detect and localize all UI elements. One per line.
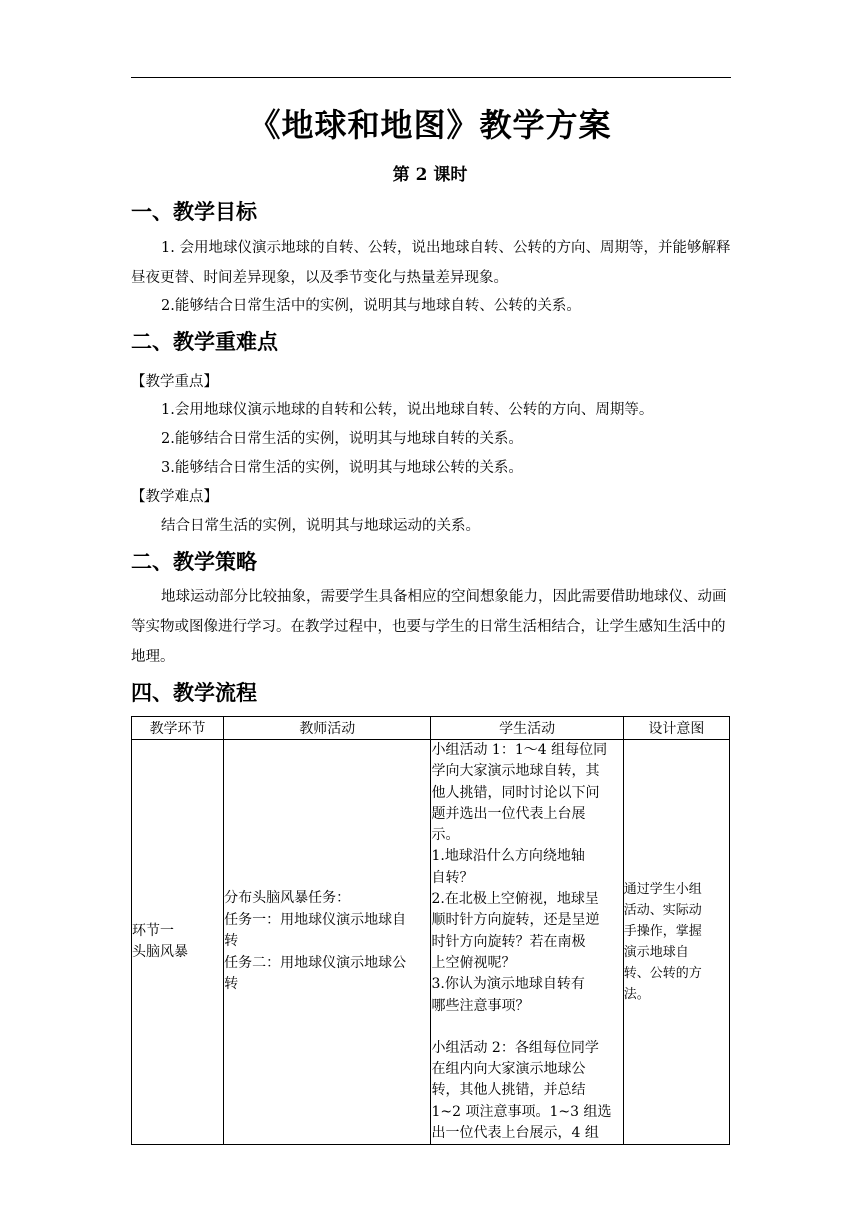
- intent-line: 演示地球自: [623, 945, 689, 961]
- teacher-activity-cell: [224, 740, 431, 1145]
- student-line: 上空俯视呢？: [431, 954, 516, 971]
- student-line: 2.在北极上空俯视，地球呈: [431, 891, 599, 908]
- intent-line: 转、公转的方: [623, 966, 702, 982]
- difficult-point-1: 结合日常生活的实例，说明其与地球运动的关系。: [161, 518, 480, 534]
- stage-cell: [132, 740, 224, 1145]
- teaching-process-table: [131, 716, 730, 1145]
- section-heading-key-points: 二、教学重难点: [131, 329, 278, 354]
- teacher-line: 转: [224, 933, 239, 950]
- section-heading-process: 四、教学流程: [131, 680, 257, 705]
- student-line: 顺时针方向旋转，还是呈逆: [431, 912, 600, 929]
- intent-line: 通过学生小组: [623, 882, 702, 898]
- student-line: 3.你认为演示地球自转有: [431, 976, 585, 993]
- student-line: 学向大家演示地球自转，其: [431, 763, 600, 780]
- intent-line: 法。: [623, 987, 650, 1003]
- objective-paragraph-1: 1. 会用地球仪演示地球的自转、公转，说出地球自转、公转的方向、周期等，并能够解释昼夜更替、时间差异现象，以及季节变化与热量差异现象。: [131, 240, 731, 286]
- key-point-3: 3.能够结合日常生活的实例，说明其与地球公转的关系。: [161, 460, 523, 476]
- key-point-1: 1.会用地球仪演示地球的自转和公转，说出地球自转、公转的方向、周期等。: [161, 402, 654, 418]
- table-row: [132, 740, 730, 1145]
- section-heading-strategy: 二、教学策略: [131, 549, 257, 574]
- key-point-2: 2.能够结合日常生活的实例，说明其与地球自转的关系。: [161, 431, 523, 447]
- document-title: 《地球和地图》教学方案: [248, 106, 612, 144]
- student-line: 出一位代表上台展示，4 组: [431, 1125, 599, 1142]
- intent-line: 手操作，掌握: [623, 924, 702, 940]
- teacher-line: 分布头脑风暴任务：: [224, 890, 351, 907]
- objective-paragraph-2: 2.能够结合日常生活中的实例，说明其与地球自转、公转的关系。: [161, 298, 581, 314]
- difficult-points-label: 【教学难点】: [131, 489, 218, 505]
- student-line: 在组内向大家演示地球公: [431, 1061, 586, 1078]
- lesson-number: 第 2 课时: [392, 165, 468, 185]
- blank-line: [431, 1017, 622, 1038]
- strategy-paragraph: 地球运动部分比较抽象，需要学生具备相应的空间想象能力，因此需要借助地球仪、动画等实物或图像进行学习。在教学过程中，也要与学生的日常生活相结合，让学生感知生活中的地理。: [131, 589, 727, 665]
- teacher-line: 任务二：用地球仪演示地球公: [224, 954, 407, 971]
- key-points-label: 【教学重点】: [131, 374, 218, 390]
- teacher-line: 任务一：用地球仪演示地球自: [224, 911, 407, 928]
- column-header: 学生活动: [431, 717, 623, 740]
- intent-line: 活动、实际动: [623, 903, 702, 919]
- column-header: 设计意图: [623, 717, 729, 740]
- student-line: 小组活动 1：1～4 组每位同: [431, 742, 608, 758]
- column-header: 教学环节: [132, 717, 224, 740]
- student-line: 1~2 项注意事项。1~3 组选: [431, 1103, 612, 1120]
- student-line: 1.地球沿什么方向绕地轴: [431, 848, 585, 865]
- column-header: 教师活动: [224, 717, 431, 740]
- section-heading-objectives: 一、教学目标: [131, 199, 257, 224]
- student-activity-cell: [431, 740, 623, 1145]
- student-line: 时针方向旋转？若在南极: [431, 933, 586, 950]
- teacher-line: 转: [224, 976, 239, 993]
- design-intent-cell: [623, 740, 729, 1145]
- student-line: 转，其他人挑错，并总结: [431, 1082, 586, 1099]
- student-line: 他人挑错，同时讨论以下问: [431, 784, 600, 801]
- student-line: 自转？: [431, 869, 474, 886]
- student-line: 哪些注意事项？: [431, 997, 530, 1014]
- stage-number: 环节一: [132, 923, 174, 940]
- student-line: 题并选出一位代表上台展: [431, 805, 586, 822]
- student-line: 小组活动 2：各组每位同学: [431, 1039, 599, 1056]
- table-header-row: [132, 717, 730, 740]
- header-rule: [131, 77, 731, 78]
- stage-name: 头脑风暴: [132, 944, 188, 961]
- student-line: 示。: [431, 827, 460, 844]
